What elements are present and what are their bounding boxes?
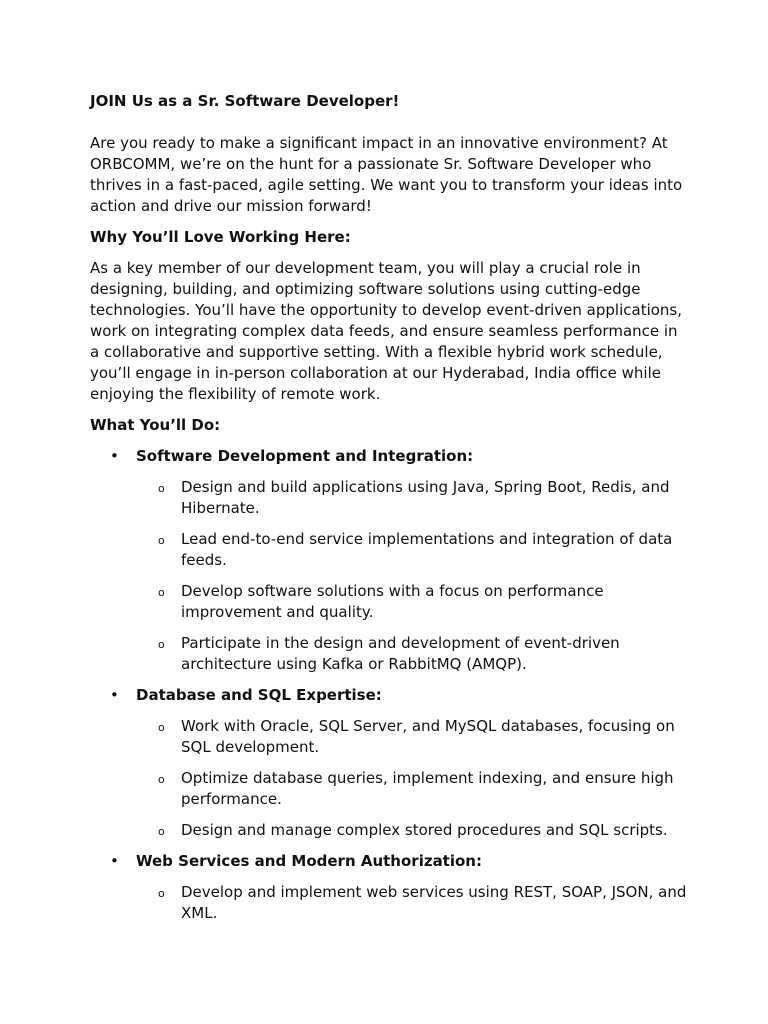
sub-list: [136, 477, 690, 675]
sub-list-item: [136, 882, 690, 924]
sub-list-item: [136, 716, 690, 758]
sub-item-text: Develop and implement web services using REST, SOAP, JSON, and XML.: [181, 883, 687, 922]
sub-item-text: Design and manage complex stored procedures and SQL scripts.: [181, 821, 668, 839]
sub-item-text: Lead end-to-end service implementations and integration of data feeds.: [181, 530, 673, 569]
sub-list-item: [136, 477, 690, 519]
bullet-icon: •: [110, 686, 119, 704]
bullet-icon: •: [110, 447, 119, 465]
document-content: [90, 91, 690, 934]
sub-bullet-icon: o: [158, 638, 165, 651]
sub-bullet-icon: o: [158, 773, 165, 786]
sub-item-text: Participate in the design and development of event-driven architecture using Kafka or RabbitMQ (AMQP).: [181, 634, 620, 673]
sub-bullet-icon: o: [158, 534, 165, 547]
sub-list: [136, 716, 690, 841]
why-paragraph: As a key member of our development team, you will play a crucial role in designing, building, and optimizing software solutions using cutting-edge technologies. You’ll have the opportunity to develop event-driven applications, work on integrating complex data feeds, and ensure seamless performance in a collaborative and supportive setting. With a flexible hybrid work schedule, you’ll engage in in-person collaboration at our Hyderabad, India office while enjoying the flexibility of remote work.: [90, 259, 683, 403]
sub-bullet-icon: o: [158, 887, 165, 900]
what-heading: What You’ll Do:: [90, 416, 221, 434]
sub-list-item: [136, 581, 690, 623]
sub-bullet-icon: o: [158, 825, 165, 838]
bullet-icon: •: [110, 852, 119, 870]
section-title: Web Services and Modern Authorization:: [136, 852, 482, 870]
sub-item-text: Optimize database queries, implement indexing, and ensure high performance.: [181, 769, 674, 808]
sub-bullet-icon: o: [158, 721, 165, 734]
sub-list-item: [136, 529, 690, 571]
sub-item-text: Work with Oracle, SQL Server, and MySQL databases, focusing on SQL development.: [181, 717, 675, 756]
list-item: [90, 685, 690, 841]
why-heading: Why You’ll Love Working Here:: [90, 228, 351, 246]
sub-bullet-icon: o: [158, 586, 165, 599]
responsibilities-list: [90, 446, 690, 924]
sub-item-text: Develop software solutions with a focus on performance improvement and quality.: [181, 582, 604, 621]
sub-list: [136, 882, 690, 924]
section-title: Software Development and Integration:: [136, 447, 474, 465]
list-item: [90, 851, 690, 924]
section-title: Database and SQL Expertise:: [136, 686, 382, 704]
list-item: [90, 446, 690, 675]
sub-list-item: [136, 633, 690, 675]
sub-list-item: [136, 768, 690, 810]
sub-bullet-icon: o: [158, 482, 165, 495]
intro-paragraph: Are you ready to make a significant impact in an innovative environment? At ORBCOMM, we’re on the hunt for a passionate Sr. Software Developer who thrives in a fast-paced, agile setting. We want you to transform your ideas into action and drive our mission forward!: [90, 134, 683, 215]
sub-item-text: Design and build applications using Java, Spring Boot, Redis, and Hibernate.: [181, 478, 670, 517]
sub-list-item: [136, 820, 690, 841]
page-title: JOIN Us as a Sr. Software Developer!: [90, 92, 400, 110]
